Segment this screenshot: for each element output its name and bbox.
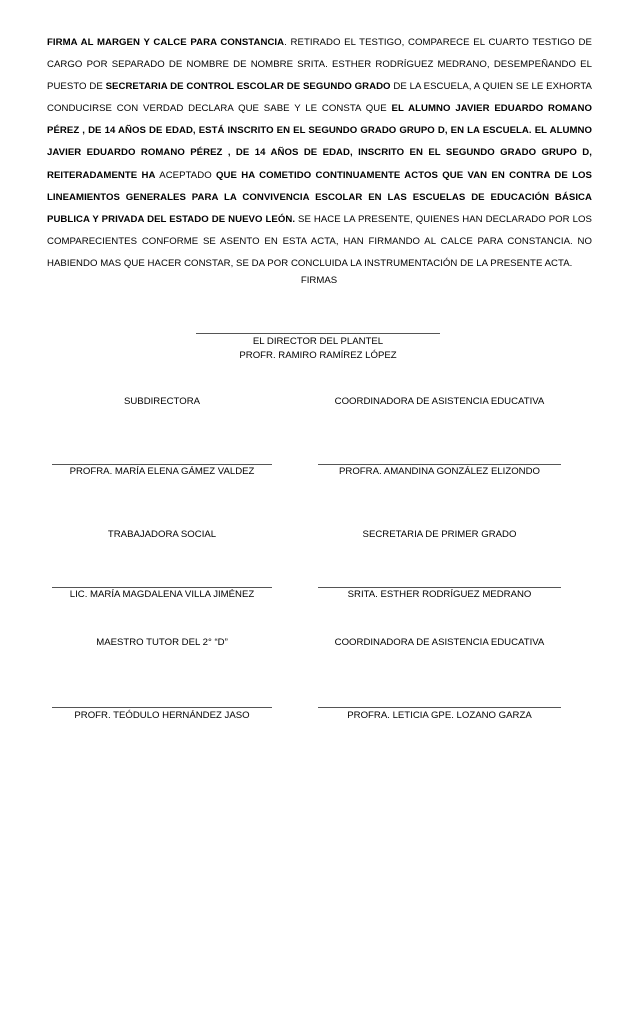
signatory-role: COORDINADORA DE ASISTENCIA EDUCATIVA xyxy=(334,637,545,648)
director-block xyxy=(196,335,440,363)
firmas-heading: FIRMAS xyxy=(300,275,338,286)
body-paragraph xyxy=(47,32,592,275)
signatory-role: SECRETARIA DE PRIMER GRADO xyxy=(362,529,517,540)
signature-line xyxy=(318,587,561,588)
director-role: EL DIRECTOR DEL PLANTEL xyxy=(252,336,384,347)
signature-line xyxy=(52,464,272,465)
signatory-role: COORDINADORA DE ASISTENCIA EDUCATIVA xyxy=(334,396,545,407)
signatory-name: PROFRA. LETICIA GPE. LOZANO GARZA xyxy=(347,710,532,721)
paragraph-segment: QUE HA COMETIDO CONTINUAMENTE ACTOS QUE VAN EN CONTRA DE LOS LINEAMIENTOS GENERALES PARA LA CONVIVENCIA ESCOLAR EN LAS ESCUELAS DE EDUCACIÓN BÁSICA PUBLICA Y PRIVADA DEL ESTADO DE NUEVO LEÓN. xyxy=(47,169,592,225)
paragraph-segment: ACEPTADO xyxy=(155,169,217,181)
paragraph-segment: DE LA ESCUELA, A QUIEN SE LE EXHORTA CONDUCIRSE CON VERDAD DECLARA QUE SABE Y LE CONSTA QUE xyxy=(47,81,592,115)
signatory-name: PROFRA. AMANDINA GONZÁLEZ ELIZONDO xyxy=(339,466,540,477)
signature-line xyxy=(52,587,272,588)
paragraph-segment: SE HACE LA PRESENTE, QUIENES HAN DECLARADO POR LOS COMPARECIENTES CONFORME SE ASENTO EN ESTA ACTA, HAN FIRMANDO AL CALCE PARA CONSTANCIA. NO HABIENDO MAS QUE HACER CONSTAR, SE DA POR CONCLUIDA LA INSTRUMENTACIÓN DE LA PRESENTE ACTA. xyxy=(47,213,592,269)
signatory-name: SRITA. ESTHER RODRÍGUEZ MEDRANO xyxy=(347,589,532,600)
signatory-name: LIC. MARÍA MAGDALENA VILLA JIMÉNEZ xyxy=(69,589,255,600)
paragraph-segment: FIRMA AL MARGEN Y CALCE PARA CONSTANCIA xyxy=(47,37,285,48)
signature-line xyxy=(52,707,272,708)
director-name: PROFR. RAMIRO RAMÍREZ LÓPEZ xyxy=(239,350,397,361)
paragraph-segment: EL ALUMNO JAVIER EDUARDO ROMANO PÉREZ , DE 14 AÑOS DE EDAD, ESTÁ INSCRITO EN EL SEGUNDO GRADO GRUPO D, EN LA ESCUELA. EL ALUMNO JAVIER EDUARDO ROMANO PÉREZ , DE 14 AÑOS DE EDAD, INSCRITO EN EL SEGUNDO GRADO GRUPO D, REITERADAMENTE HA xyxy=(47,103,593,181)
signatory-role: MAESTRO TUTOR DEL 2° “D” xyxy=(96,637,228,648)
paragraph-segment: SECRETARIA DE CONTROL ESCOLAR DE SEGUNDO GRADO xyxy=(105,81,391,93)
signature-line-director xyxy=(196,333,440,334)
signatory-name: PROFR. TEÓDULO HERNÁNDEZ JASO xyxy=(74,710,250,721)
signature-line xyxy=(318,707,561,708)
signatory-role: SUBDIRECTORA xyxy=(123,396,201,407)
signatory-name: PROFRA. MARÍA ELENA GÁMEZ VALDEZ xyxy=(69,466,255,477)
signature-line xyxy=(318,464,561,465)
paragraph-segment: . RETIRADO EL TESTIGO, COMPARECE EL CUARTO TESTIGO DE CARGO POR SEPARADO DE NOMBRE DE NOMBRE SRITA. ESTHER RODRÍGUEZ MEDRANO, DESEMPEÑANDO EL PUESTO DE xyxy=(47,37,592,93)
signatory-role: TRABAJADORA SOCIAL xyxy=(107,529,217,540)
